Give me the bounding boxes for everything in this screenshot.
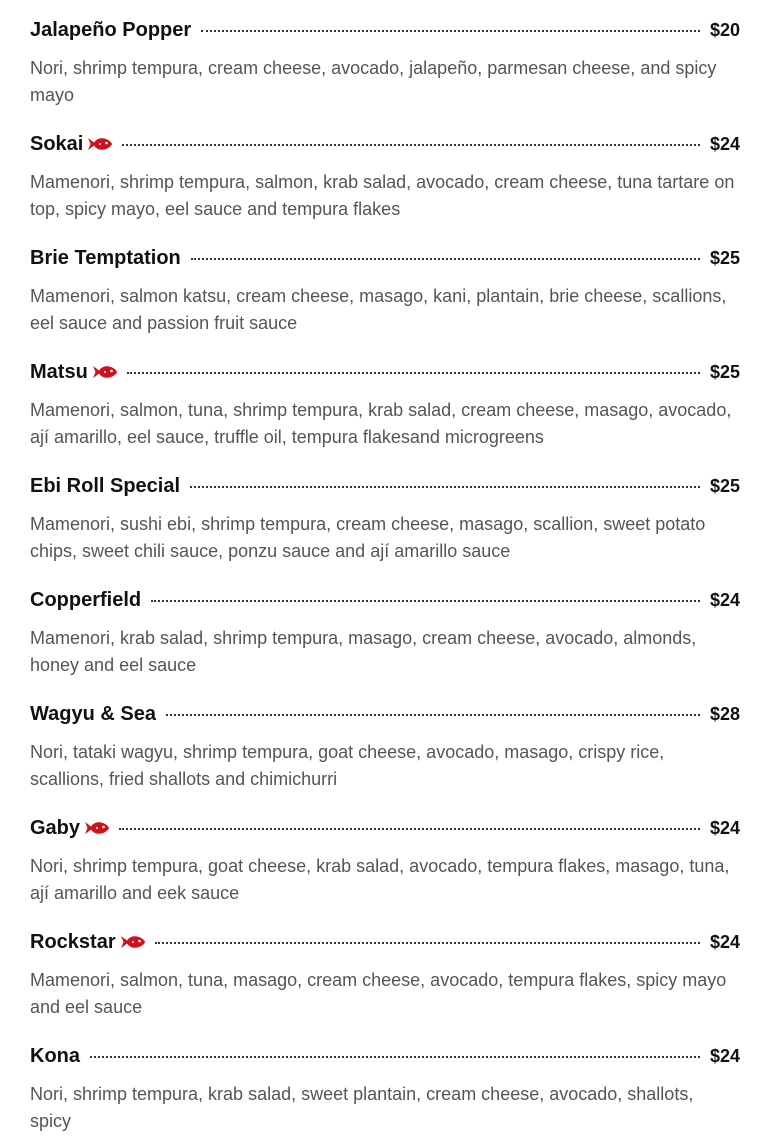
- menu-item-name: [30, 19, 191, 42]
- raw-fish-icon: [121, 935, 145, 949]
- menu-item-description: Mamenori, shrimp tempura, salmon, krab salad, avocado, cream cheese, tuna tartare on top, spicy mayo, eel sauce and tempura flakes: [30, 172, 735, 219]
- dotted-leader: [151, 600, 700, 602]
- menu-item-name-text: Rockstar: [30, 930, 116, 953]
- menu-item: [30, 912, 740, 1026]
- menu-item-description: Nori, shrimp tempura, goat cheese, krab salad, avocado, tempura flakes, masago, tuna, ají amarillo and eek sauce: [30, 856, 730, 903]
- menu-item-description: Mamenori, krab salad, shrimp tempura, masago, cream cheese, avocado, almonds, honey and eel sauce: [30, 628, 697, 675]
- menu-item-name: [30, 361, 117, 384]
- raw-fish-icon: [88, 137, 112, 151]
- dotted-leader: [90, 1056, 700, 1058]
- menu-item-name-text: Copperfield: [30, 588, 142, 611]
- menu-item-name: [30, 133, 112, 156]
- menu-item-description: Nori, shrimp tempura, cream cheese, avocado, jalapeño, parmesan cheese, and spicy mayo: [30, 58, 717, 105]
- menu-item-name: [30, 1045, 80, 1068]
- menu-item: [30, 228, 740, 342]
- menu-item: [30, 570, 740, 684]
- dotted-leader: [127, 372, 700, 374]
- menu-item-price: $28: [709, 703, 740, 724]
- menu-item-name: [30, 589, 141, 612]
- raw-fish-icon: [85, 821, 109, 835]
- menu-item-price: $25: [709, 247, 740, 268]
- menu-item-price: $24: [709, 931, 740, 952]
- menu-item-description: Mamenori, sushi ebi, shrimp tempura, cream cheese, masago, scallion, sweet potato chips, sweet chili sauce, ponzu sauce and ají amarillo sauce: [30, 514, 706, 561]
- menu-item-description: Nori, shrimp tempura, krab salad, sweet plantain, cream cheese, avocado, shallots, spicy: [30, 1084, 694, 1131]
- menu-item-description: Nori, tataki wagyu, shrimp tempura, goat cheese, avocado, masago, crispy rice, scallions, fried shallots and chimichurri: [30, 742, 665, 789]
- menu-item-header: [30, 930, 740, 954]
- menu-item-name-text: Wagyu & Sea: [30, 702, 156, 725]
- menu-item-header: [30, 816, 740, 840]
- menu-item-name-text: Sokai: [30, 132, 84, 155]
- menu-item-header: [30, 132, 740, 156]
- menu-item: [30, 1026, 740, 1140]
- dotted-leader: [190, 486, 700, 488]
- menu-item-header: [30, 246, 740, 270]
- menu-item-price: $24: [709, 817, 740, 838]
- dotted-leader: [119, 828, 700, 830]
- menu-item-header: [30, 588, 740, 612]
- menu-item-name: [30, 703, 156, 726]
- menu-item-description: Mamenori, salmon, tuna, masago, cream cheese, avocado, tempura flakes, spicy mayo and eel sauce: [30, 970, 727, 1017]
- menu-item-price: $25: [709, 475, 740, 496]
- menu-item-price: $24: [709, 1045, 740, 1066]
- menu-item-name-text: Jalapeño Popper: [30, 18, 192, 41]
- menu-item: [30, 798, 740, 912]
- menu-item-description: Mamenori, salmon, tuna, shrimp tempura, krab salad, cream cheese, masago, avocado, ají amarillo, eel sauce, truffle oil, tempura flakesand microgreens: [30, 400, 732, 447]
- menu-item-header: [30, 360, 740, 384]
- menu-item-name-text: Brie Temptation: [30, 246, 181, 269]
- menu-item: [30, 684, 740, 798]
- menu-item-name: [30, 247, 181, 270]
- menu-item-name: [30, 817, 109, 840]
- raw-fish-icon: [93, 365, 117, 379]
- dotted-leader: [201, 30, 700, 32]
- dotted-leader: [155, 942, 700, 944]
- menu-item: [30, 342, 740, 456]
- dotted-leader: [166, 714, 700, 716]
- menu-item-price: $25: [709, 361, 740, 382]
- menu-item-name-text: Kona: [30, 1044, 80, 1067]
- menu-item-header: [30, 18, 740, 42]
- menu-item-name: [30, 931, 145, 954]
- menu-item-name-text: Matsu: [30, 360, 88, 383]
- menu-item-price: $24: [709, 133, 740, 154]
- menu-item: [30, 114, 740, 228]
- menu-item: [30, 456, 740, 570]
- menu-item: [30, 0, 740, 114]
- menu-item-header: [30, 702, 740, 726]
- dotted-leader: [191, 258, 700, 260]
- menu-item-price: $24: [709, 589, 740, 610]
- menu-item-name-text: Ebi Roll Special: [30, 474, 181, 497]
- menu-item-header: [30, 1044, 740, 1068]
- menu-item-price: $20: [709, 19, 740, 40]
- menu-item-name: [30, 475, 180, 498]
- dotted-leader: [122, 144, 700, 146]
- menu-item-name-text: Gaby: [30, 816, 81, 839]
- menu-item-header: [30, 474, 740, 498]
- menu-item-description: Mamenori, salmon katsu, cream cheese, masago, kani, plantain, brie cheese, scallions, eel sauce and passion fruit sauce: [30, 286, 727, 333]
